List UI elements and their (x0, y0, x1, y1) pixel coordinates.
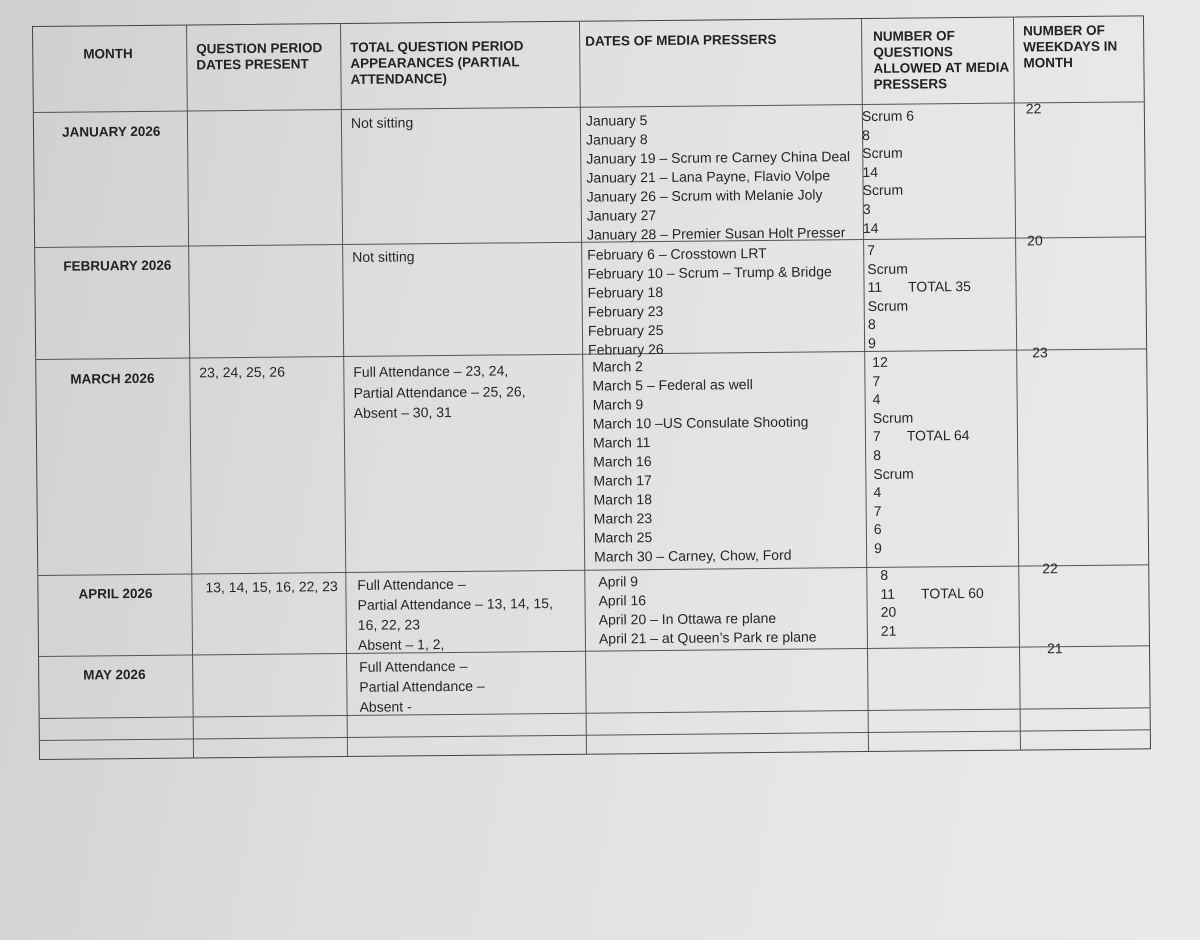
header-month: MONTH (83, 46, 133, 62)
header-media-dates: DATES OF MEDIA PRESSERS (585, 31, 777, 49)
column-divider (340, 24, 348, 756)
questions-cell (862, 107, 915, 238)
row-divider (40, 707, 1150, 719)
weekdays-cell: 22 (1042, 560, 1058, 577)
attendance-line: Partial Attendance – 13, 14, 15, (357, 595, 554, 613)
qp-dates-cell: 23, 24, 25, 26 (199, 363, 286, 381)
presser-line: March 11 (592, 434, 651, 451)
presser-line: March 17 (593, 472, 652, 489)
attendance-line: Absent – 30, 31 (353, 403, 452, 421)
attendance-line: Absent - (359, 698, 412, 715)
question-count: Scrum (862, 182, 904, 199)
question-count: 9 (873, 539, 882, 556)
presser-line: January 26 – Scrum with Melanie Joly (586, 186, 823, 205)
media-presser-table (32, 15, 1151, 760)
presser-line: February 26 (588, 340, 664, 358)
pressers-cell (587, 243, 832, 359)
presser-line: January 8 (586, 131, 648, 148)
questions-cell (867, 240, 971, 353)
presser-line: January 19 – Scrum re Carney China Deal (586, 148, 851, 167)
attendance-line: Full Attendance – 23, 24, (353, 362, 509, 380)
attendance-cell (353, 360, 526, 423)
presser-line: March 16 (593, 453, 652, 470)
attendance-line: Full Attendance – (357, 575, 466, 593)
question-count: 7 (872, 428, 881, 445)
presser-line: April 16 (598, 592, 647, 609)
attendance-line: Absent – 1, 2, (357, 636, 445, 653)
column-divider (1013, 18, 1021, 750)
presser-line: January 28 – Premier Susan Holt Presser (586, 224, 846, 243)
weekdays-cell: 22 (1025, 100, 1042, 117)
month-label: MARCH 2026 (70, 370, 155, 387)
question-count: Scrum 6 (861, 107, 915, 125)
presser-line: April 21 – at Queen’s Park re plane (598, 628, 817, 647)
pressers-cell (598, 571, 816, 649)
question-count: 8 (867, 316, 876, 333)
question-count: 7 (872, 372, 881, 389)
month-label: FEBRUARY 2026 (63, 257, 172, 274)
attendance-cell (352, 247, 414, 267)
question-count: Scrum (873, 465, 914, 482)
presser-line: February 25 (587, 321, 664, 339)
attendance-line: Partial Attendance – (359, 677, 485, 695)
attendance-line: Not sitting (352, 248, 415, 265)
question-count: Scrum (867, 297, 909, 314)
question-count: 14 (862, 219, 879, 236)
question-count: 21 (880, 622, 897, 639)
attendance-line: 16, 22, 23 (357, 616, 421, 633)
pressers-cell (592, 356, 810, 567)
question-count: Scrum (872, 409, 914, 426)
presser-line: March 9 (592, 396, 644, 413)
header-qp-appearances: TOTAL QUESTION PERIOD APPEARANCES (PARTIAL ATTENDANCE) (350, 38, 524, 87)
attendance-line: Not sitting (350, 114, 414, 131)
question-count: 3 (862, 200, 871, 218)
question-count-with-total (873, 426, 970, 446)
presser-line: January 21 – Lana Payne, Flavio Volpe (586, 167, 831, 186)
presser-line: March 10 –US Consulate Shooting (592, 413, 809, 432)
presser-line: February 10 – Scrum – Trump & Bridge (587, 263, 832, 282)
presser-line: March 5 – Federal as well (592, 376, 753, 394)
question-count: 20 (880, 603, 897, 621)
total-count: TOTAL 35 (908, 278, 971, 295)
presser-line: January 27 (586, 207, 657, 224)
question-count: 11 (880, 585, 896, 602)
question-count: 8 (873, 446, 882, 463)
question-count: 8 (880, 566, 889, 583)
question-count: 4 (873, 484, 882, 501)
presser-line: February 6 – Crosstown LRT (587, 244, 767, 263)
presser-line: March 30 – Carney, Chow, Ford (594, 546, 792, 565)
month-label: MAY 2026 (83, 666, 146, 683)
total-count: TOTAL 60 (920, 584, 984, 602)
row-divider (39, 645, 1149, 657)
presser-line: January 5 (585, 112, 648, 129)
presser-line: April 9 (598, 573, 639, 590)
attendance-cell (359, 656, 485, 717)
header-qp-dates: QUESTION PERIOD DATES PRESENT (196, 40, 323, 73)
attendance-line: Full Attendance – (359, 657, 468, 675)
question-count: 14 (862, 163, 879, 180)
presser-line: March 25 (593, 529, 653, 546)
presser-line: March 18 (593, 491, 653, 508)
qp-dates-cell: 13, 14, 15, 16, 22, 23 (205, 578, 338, 596)
weekdays-cell: 20 (1027, 232, 1043, 249)
pressers-cell (586, 109, 851, 245)
question-count: Scrum (862, 144, 903, 162)
presser-line: February 23 (587, 302, 664, 320)
question-count-with-total (867, 277, 971, 297)
presser-line: April 20 – In Ottawa re plane (598, 609, 777, 628)
question-count-with-total (880, 583, 984, 603)
presser-line: February 18 (587, 283, 664, 301)
question-count: 12 (872, 353, 888, 370)
question-count: 9 (868, 334, 876, 351)
attendance-line: Partial Attendance – 25, 26, (353, 382, 526, 401)
total-count: TOTAL 64 (906, 427, 970, 444)
questions-cell (880, 565, 984, 640)
questions-cell (872, 352, 971, 557)
question-count: 8 (862, 126, 870, 143)
question-count: 11 (867, 279, 883, 296)
presser-line: March 2 (592, 358, 643, 375)
question-count: Scrum (867, 260, 908, 277)
attendance-cell (351, 113, 413, 133)
weekdays-cell: 21 (1046, 640, 1063, 657)
presser-line: March 23 (593, 510, 653, 527)
question-count: 4 (872, 391, 881, 408)
row-divider (40, 729, 1150, 741)
column-divider (186, 26, 194, 758)
question-count: 7 (867, 241, 876, 258)
month-label: APRIL 2026 (78, 585, 153, 602)
question-count: 6 (873, 521, 882, 538)
question-count: 7 (873, 502, 882, 519)
header-questions: NUMBER OF QUESTIONS ALLOWED AT MEDIA PRESSERS (873, 28, 1009, 92)
header-weekdays: NUMBER OF WEEKDAYS IN MONTH (1023, 22, 1118, 71)
attendance-cell (357, 573, 553, 655)
weekdays-cell: 23 (1032, 344, 1048, 361)
month-label: JANUARY 2026 (61, 123, 161, 140)
